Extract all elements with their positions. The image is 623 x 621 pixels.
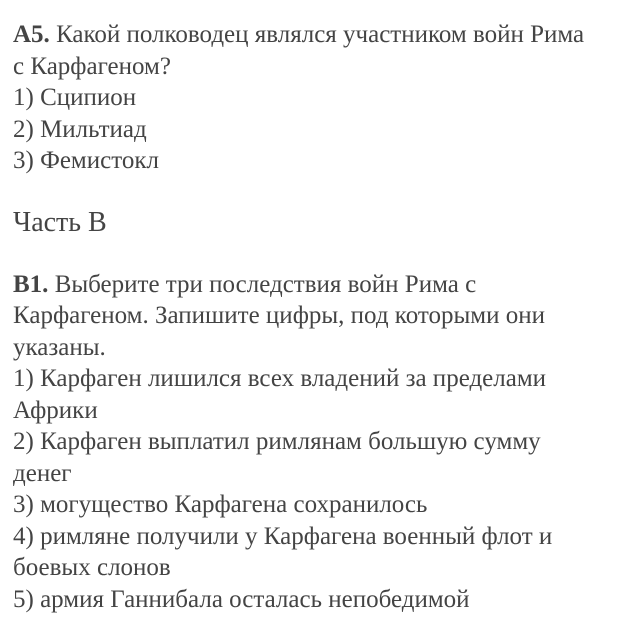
question-b1-text-3: указаны.: [13, 333, 106, 361]
question-b1-option-4-line-1: 4) римляне получили у Карфагена военный флот и: [13, 522, 553, 550]
question-b1-option-1-line-2: Африки: [13, 396, 98, 424]
section-title: Часть В: [13, 206, 107, 238]
question-a5-option-3: 3) Фемистокл: [13, 147, 159, 174]
question-a5-label: А5.: [13, 21, 50, 48]
question-a5-option-1: 1) Сципион: [13, 84, 137, 111]
question-b1: [13, 269, 623, 616]
question-b1-option-2-line-1: 2) Карфаген выплатил римлянам большую сумму: [13, 428, 541, 455]
question-a5: [13, 19, 623, 177]
question-a5-text-1: Какой полководец являлся участником войн Рима: [49, 21, 585, 48]
question-b1-label: В1.: [13, 270, 49, 298]
question-b1-option-4-line-2: боевых слонов: [13, 554, 171, 581]
question-b1-line-1: [13, 269, 623, 301]
question-b1-option-3-line-1: 3) могущество Карфагена сохранилось: [13, 491, 428, 518]
question-b1-option-5-line-1: 5) армия Ганнибала осталась непобедимой: [13, 585, 470, 613]
question-b1-text-2: Карфагеном. Запишите цифры, под которыми они: [13, 302, 545, 329]
question-b1-option-1-line-1: 1) Карфаген лишился всех владений за пределами: [13, 365, 547, 392]
question-a5-line-1: [13, 19, 623, 51]
question-b1-text-1: Выберите три последствия войн Рима с: [48, 270, 477, 298]
document-page: [13, 19, 623, 615]
question-a5-option-2: 2) Мильтиад: [13, 115, 147, 143]
question-b1-option-2-line-2: денег: [13, 459, 72, 487]
question-a5-text-2: с Карфагеном?: [13, 52, 171, 80]
